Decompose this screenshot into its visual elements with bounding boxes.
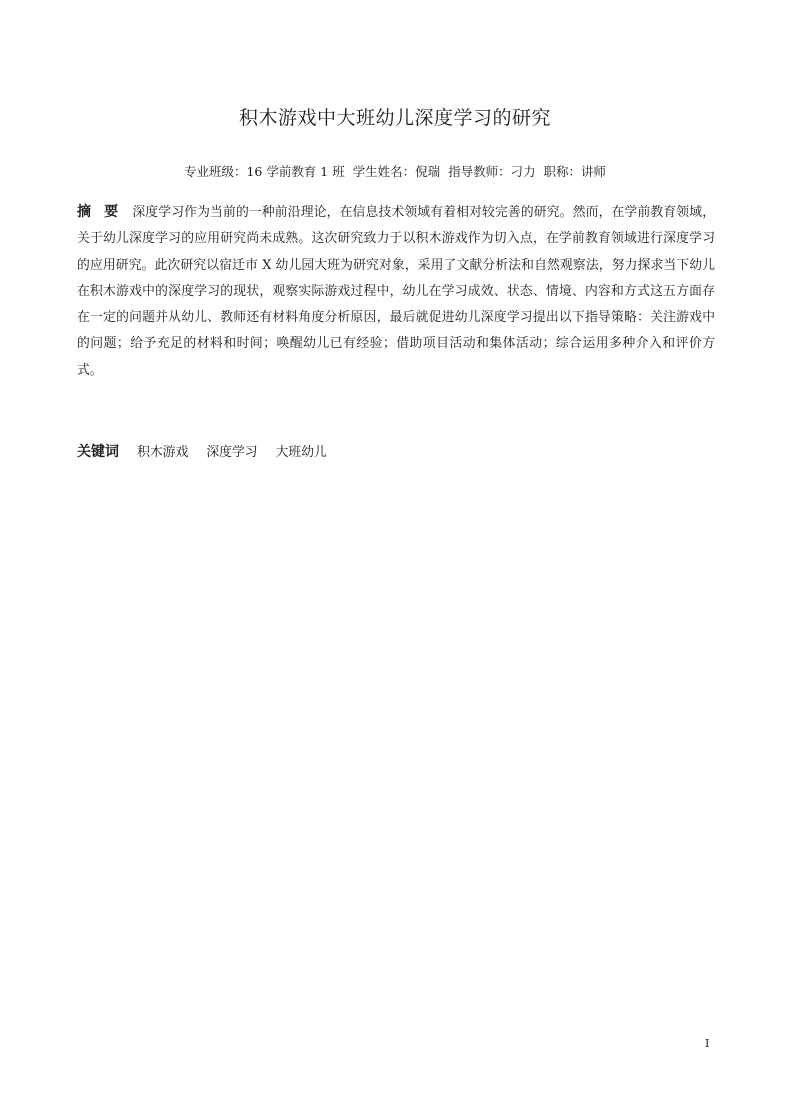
abstract-paragraph [77, 199, 715, 384]
author-meta-line: 专业班级：16 学前教育 1 班 学生姓名：倪瑞 指导教师：刁力 职称：讲师 [183, 164, 607, 179]
keyword-item: 积木游戏 [137, 445, 189, 460]
page-number: I [705, 1037, 710, 1050]
abstract-label: 摘 要 [77, 204, 123, 220]
document-title: 积木游戏中大班幼儿深度学习的研究 [238, 107, 551, 129]
keyword-item: 深度学习 [206, 445, 258, 460]
keywords-label: 关键词 [77, 444, 119, 460]
keyword-item: 大班幼儿 [275, 445, 327, 460]
abstract-text: 深度学习作为当前的一种前沿理论，在信息技术领域有着相对较完善的研究。然而，在学前教育领域，关于幼儿深度学习的应用研究尚未成熟。这次研究致力于以积木游戏作为切入点，在学前教育领域进行深度学习的应用研究。此次研究以宿迁市 X 幼儿园大班为研究对象，采用了文献分析法和自然观察法，努力探求当下幼儿在积木游戏中的深度学习的现状，观察实际游戏过程中，幼儿在学习成效、状态、情境、内容和方式这五方面存在一定的问题并从幼儿、教师还有材料角度分析原因，最后就促进幼儿深度学习提出以下指导策略：关注游戏中的问题；给予充足的材料和时间；唤醒幼儿已有经验；借助项目活动和集体活动；综合运用多种介入和评价方式。 [77, 205, 716, 378]
keywords-line [77, 440, 715, 465]
